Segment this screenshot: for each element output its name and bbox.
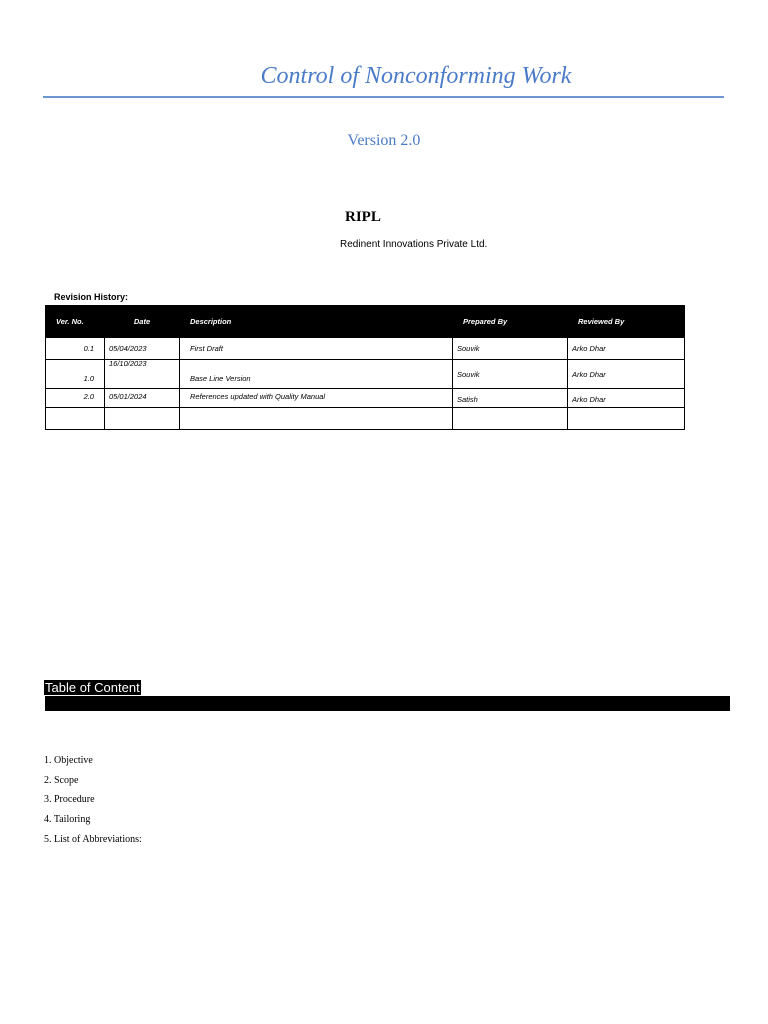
toc-item-procedure[interactable]: 3. Procedure	[44, 794, 95, 806]
cell-description: First Draft	[180, 338, 453, 360]
cell-prepared-by: Souvik	[453, 360, 568, 389]
document-version: Version 2.0	[347, 132, 421, 149]
cell-ver-no: 0.1	[46, 338, 105, 360]
column-header-prepared-by: Prepared By	[453, 306, 568, 338]
cell-prepared-by: Satish	[453, 389, 568, 408]
title-underline	[43, 96, 724, 98]
table-header-row	[46, 306, 685, 338]
toc-item-tailoring[interactable]: 4. Tailoring	[44, 814, 91, 826]
cell-date: 16/10/2023	[109, 359, 147, 368]
organization-short-name: RIPL	[345, 209, 381, 225]
revision-history-label: Revision History:	[54, 292, 129, 302]
table-row-empty	[46, 408, 685, 430]
table-row	[46, 338, 685, 360]
cell-reviewed-by: Arko Dhar	[568, 360, 685, 389]
document-title: Control of Nonconforming Work	[260, 63, 572, 89]
table-row	[46, 389, 685, 408]
cell-reviewed-by: Arko Dhar	[568, 389, 685, 408]
cell-ver-no: 2.0	[46, 389, 105, 408]
table-of-contents-list	[44, 755, 142, 853]
column-header-ver-no: Ver. No.	[46, 306, 105, 338]
cell-date: 05/01/2024	[105, 389, 180, 408]
organization-full-name: Redinent Innovations Private Ltd.	[340, 239, 488, 250]
toc-heading-bar	[45, 696, 730, 711]
revision-history-table	[45, 305, 685, 430]
column-header-date: Date	[105, 306, 180, 338]
toc-item-list-of-abbreviations[interactable]: 5. List of Abbreviations:	[44, 833, 142, 845]
column-header-reviewed-by: Reviewed By	[568, 306, 685, 338]
cell-description: References updated with Quality Manual	[180, 389, 453, 408]
cell-ver-no: 1.0	[46, 360, 105, 389]
cell-description: Base Line Version	[180, 360, 453, 389]
toc-item-scope[interactable]: 2. Scope	[44, 774, 79, 786]
cell-date: 05/04/2023	[105, 338, 180, 360]
column-header-description: Description	[180, 306, 453, 338]
toc-heading: Table of Content	[45, 680, 140, 695]
toc-item-objective[interactable]: 1. Objective	[44, 755, 93, 766]
table-row	[46, 360, 685, 389]
cell-reviewed-by: Arko Dhar	[568, 338, 685, 360]
cell-prepared-by: Souvik	[453, 338, 568, 360]
